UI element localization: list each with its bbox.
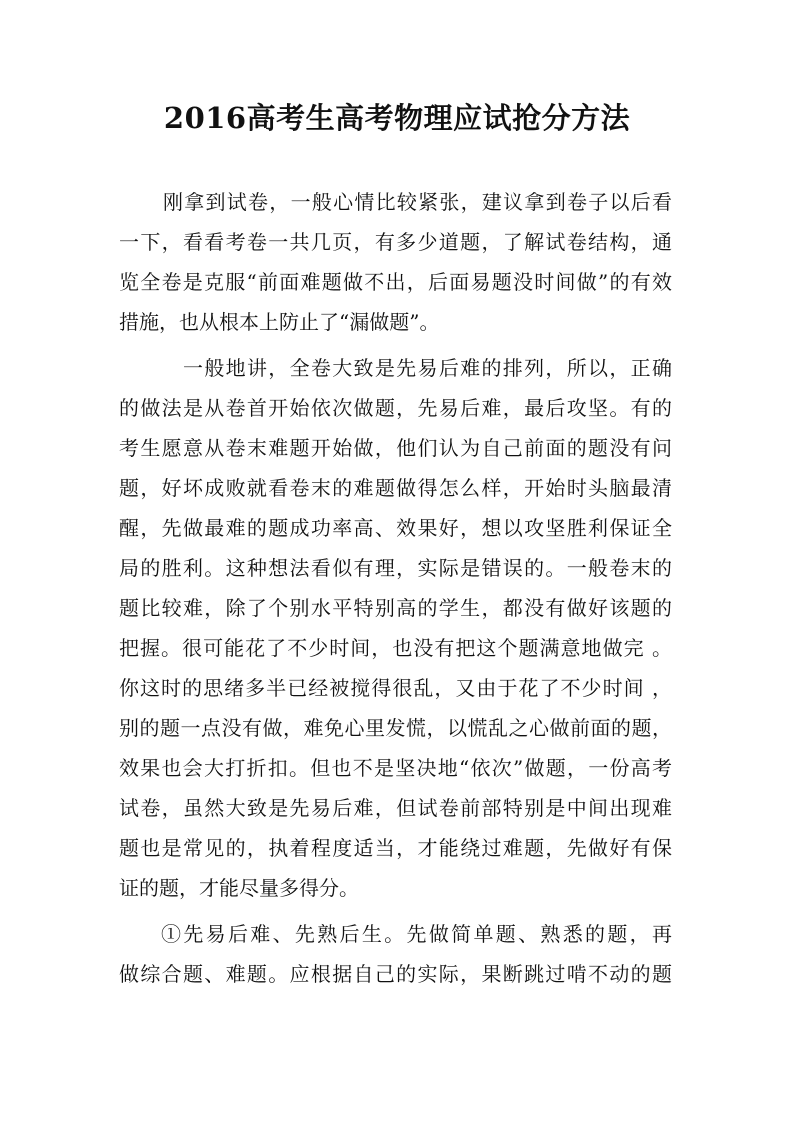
paragraph-2-line-7: 题比较难，除了个别水平特别高的学生，都没有做好该题的 xyxy=(119,596,672,620)
paragraph-3-line-1: ①先易后难、先熟后生。先做简单题、熟悉的题，再 xyxy=(161,922,672,946)
paragraph-2-line-3: 考生愿意从卷末难题开始做，他们认为自己前面的题没有问 xyxy=(119,436,672,460)
paragraph-1-line-1: 刚拿到试卷，一般心情比较紧张，建议拿到卷子以后看 xyxy=(163,190,672,214)
paragraph-2-line-13: 题也是常见的，执着程度适当，才能绕过难题，先做好有保 xyxy=(119,836,672,860)
paragraph-2-line-11: 效果也会大打折扣。但也不是坚决地“依次”做题，一份高考 xyxy=(119,756,672,780)
paragraph-2-line-4: 题，好坏成败就看卷末的难题做得怎么样，开始时头脑最清 xyxy=(119,476,672,500)
paragraph-2-line-8: 把握。很可能花了不少时间，也没有把这个题满意地做完 。 xyxy=(119,636,672,660)
paragraph-2-line-1: 一般地讲，全卷大致是先易后难的排列，所以，正确 xyxy=(183,356,672,380)
paragraph-1-line-3: 览全卷是克服“前面难题做不出，后面易题没时间做”的有效 xyxy=(119,270,672,294)
paragraph-1-line-4: 措施，也从根本上防止了“漏做题”。 xyxy=(119,310,440,334)
paragraph-2-line-2: 的做法是从卷首开始依次做题，先易后难，最后攻坚。有的 xyxy=(119,396,672,420)
paragraph-2-line-6: 局的胜利。这种想法看似有理，实际是错误的。一般卷末的 xyxy=(119,556,672,580)
paragraph-2-line-14: 证的题，才能尽量多得分。 xyxy=(119,876,359,900)
paragraph-2-line-9: 你这时的思绪多半已经被搅得很乱，又由于花了不少时间 ， xyxy=(119,676,672,700)
document-title: 2016高考生高考物理应试抢分方法 xyxy=(163,101,631,135)
paragraph-2-line-5: 醒，先做最难的题成功率高、效果好，想以攻坚胜利保证全 xyxy=(119,516,672,540)
paragraph-2-line-10: 别的题一点没有做，难免心里发慌，以慌乱之心做前面的题， xyxy=(119,716,672,740)
paragraph-2-line-12: 试卷，虽然大致是先易后难，但试卷前部特别是中间出现难 xyxy=(119,796,672,820)
paragraph-1-line-2: 一下，看看考卷一共几页，有多少道题，了解试卷结构，通 xyxy=(119,230,672,254)
paragraph-3-line-2: 做综合题、难题。应根据自己的实际，果断跳过啃不动的题 xyxy=(119,962,672,986)
